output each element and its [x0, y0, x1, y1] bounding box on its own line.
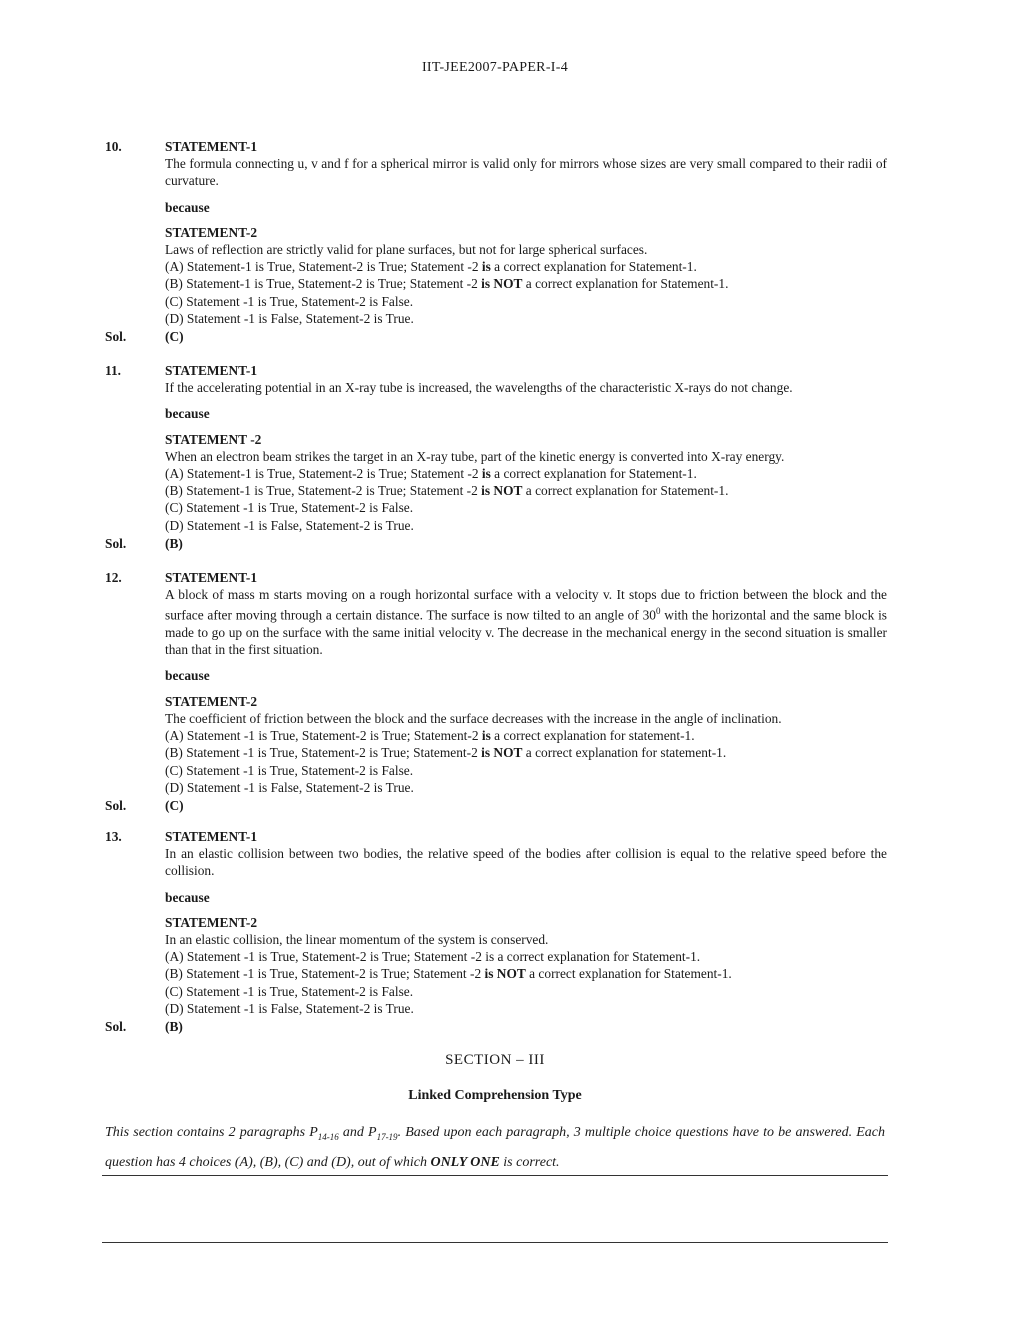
option-c: (C) Statement -1 is True, Statement-2 is False.: [165, 293, 414, 309]
solution-answer: (C): [165, 797, 184, 813]
because-label: because: [165, 889, 210, 905]
page-bottom-rule: [102, 1242, 888, 1243]
option-c: (C) Statement -1 is True, Statement-2 is False.: [165, 762, 414, 778]
statement-1-label: STATEMENT-1: [165, 363, 258, 378]
solution: [105, 797, 887, 814]
page-header: IIT-JEE2007-PAPER-I-4: [421, 60, 569, 75]
statement-2-label: STATEMENT-2: [165, 693, 258, 709]
solution: [105, 1018, 887, 1035]
option-d: (D) Statement -1 is False, Statement-2 is True.: [165, 310, 414, 326]
question-10: [105, 138, 887, 345]
statement-1-text: The formula connecting u, v and f for a spherical mirror is valid only for mirrors whose sizes are very small compared to their radii of curvature.: [165, 156, 887, 189]
question-number: 13.: [105, 829, 122, 844]
statement-2-text: The coefficient of friction between the block and the surface decreases with the increase in the angle of inclination.: [165, 710, 782, 726]
option-a: (A) Statement -1 is True, Statement-2 is True; Statement-2 is a correct explanation for statement-1.: [165, 728, 695, 744]
solution-answer: (C): [165, 329, 184, 345]
option-c: (C) Statement -1 is True, Statement-2 is False.: [165, 983, 414, 999]
question-11: [105, 362, 887, 552]
question-13: [105, 828, 887, 1035]
statement-2-text: In an elastic collision, the linear momentum of the system is conserved.: [165, 932, 549, 948]
statement-2-label: STATEMENT-2: [165, 224, 258, 240]
solution-label: Sol.: [105, 797, 127, 813]
statement-2-label: STATEMENT -2: [165, 431, 262, 447]
option-c: (C) Statement -1 is True, Statement-2 is False.: [165, 500, 414, 516]
solution-answer: (B): [165, 1019, 183, 1035]
solution-answer: (B): [165, 535, 183, 551]
option-b: (B) Statement-1 is True, Statement-2 is True; Statement -2 is NOT a correct explanation for Statement-1.: [165, 483, 729, 499]
statement-1-text: If the accelerating potential in an X-ray tube is increased, the wavelengths of the characteristic X-rays do not change.: [165, 380, 793, 396]
option-d: (D) Statement -1 is False, Statement-2 is True.: [165, 779, 414, 795]
because-label: because: [165, 406, 210, 422]
statement-1-label: STATEMENT-1: [165, 829, 258, 844]
question-12: [105, 569, 887, 814]
section-title: SECTION – III: [445, 1052, 545, 1068]
question-number: 12.: [105, 570, 122, 585]
section-subtitle: Linked Comprehension Type: [408, 1088, 582, 1103]
option-b: (B) Statement -1 is True, Statement-2 is True; Statement -2 is NOT a correct explanation for Statement-1.: [165, 966, 732, 982]
option-a: (A) Statement-1 is True, Statement-2 is True; Statement -2 is a correct explanation for Statement-1.: [165, 466, 697, 482]
option-a: (A) Statement -1 is True, Statement-2 is True; Statement -2 is a correct explanation for Statement-1.: [165, 949, 701, 965]
statement-1-text: In an elastic collision between two bodies, the relative speed of the bodies after collision is equal to the relative speed before the collision.: [165, 846, 887, 879]
solution-label: Sol.: [105, 535, 127, 551]
because-label: because: [165, 199, 210, 215]
option-b: (B) Statement-1 is True, Statement-2 is True; Statement -2 is NOT a correct explanation for Statement-1.: [165, 276, 729, 292]
section-divider: [102, 1175, 888, 1176]
solution-label: Sol.: [105, 1019, 127, 1035]
statement-1-text: A block of mass m starts moving on a rough horizontal surface with a velocity v. It stops due to friction between the block and the surface after moving through a certain distance. The surface is now tilted to an angle of $30^0$ with the horizontal and the same block is made to go up on the surface with the same initial velocity v. The decrease in the mechanical energy in the second situation is smaller than that in the first situation.: [165, 587, 887, 658]
statement-2-text: Laws of reflection are strictly valid for plane surfaces, but not for large spherical surfaces.: [165, 242, 648, 258]
section-instructions: This section contains 2 paragraphs $P_{14-16}$ and $P_{17-19}$. Based upon each paragraph, 3 multiple choice questions have to be answered. Each question has 4 choices (A), (B), (C) and (D), out of which ONLY ONE is correct.: [105, 1125, 885, 1170]
statement-1-label: STATEMENT-1: [165, 139, 258, 154]
option-d: (D) Statement -1 is False, Statement-2 is True.: [165, 1000, 414, 1016]
statement-2-label: STATEMENT-2: [165, 914, 258, 930]
question-number: 11.: [105, 363, 121, 378]
option-b: (B) Statement -1 is True, Statement-2 is True; Statement-2 is NOT a correct explanation for statement-1.: [165, 745, 727, 761]
statement-2-text: When an electron beam strikes the target in an X-ray tube, part of the kinetic energy is converted into X-ray energy.: [165, 448, 785, 464]
option-a: (A) Statement-1 is True, Statement-2 is True; Statement -2 is a correct explanation for Statement-1.: [165, 259, 697, 275]
because-label: because: [165, 668, 210, 684]
statement-1-label: STATEMENT-1: [165, 570, 258, 585]
solution: [105, 535, 887, 552]
solution: [105, 328, 887, 345]
question-number: 10.: [105, 139, 122, 154]
solution-label: Sol.: [105, 329, 127, 345]
option-d: (D) Statement -1 is False, Statement-2 is True.: [165, 517, 414, 533]
